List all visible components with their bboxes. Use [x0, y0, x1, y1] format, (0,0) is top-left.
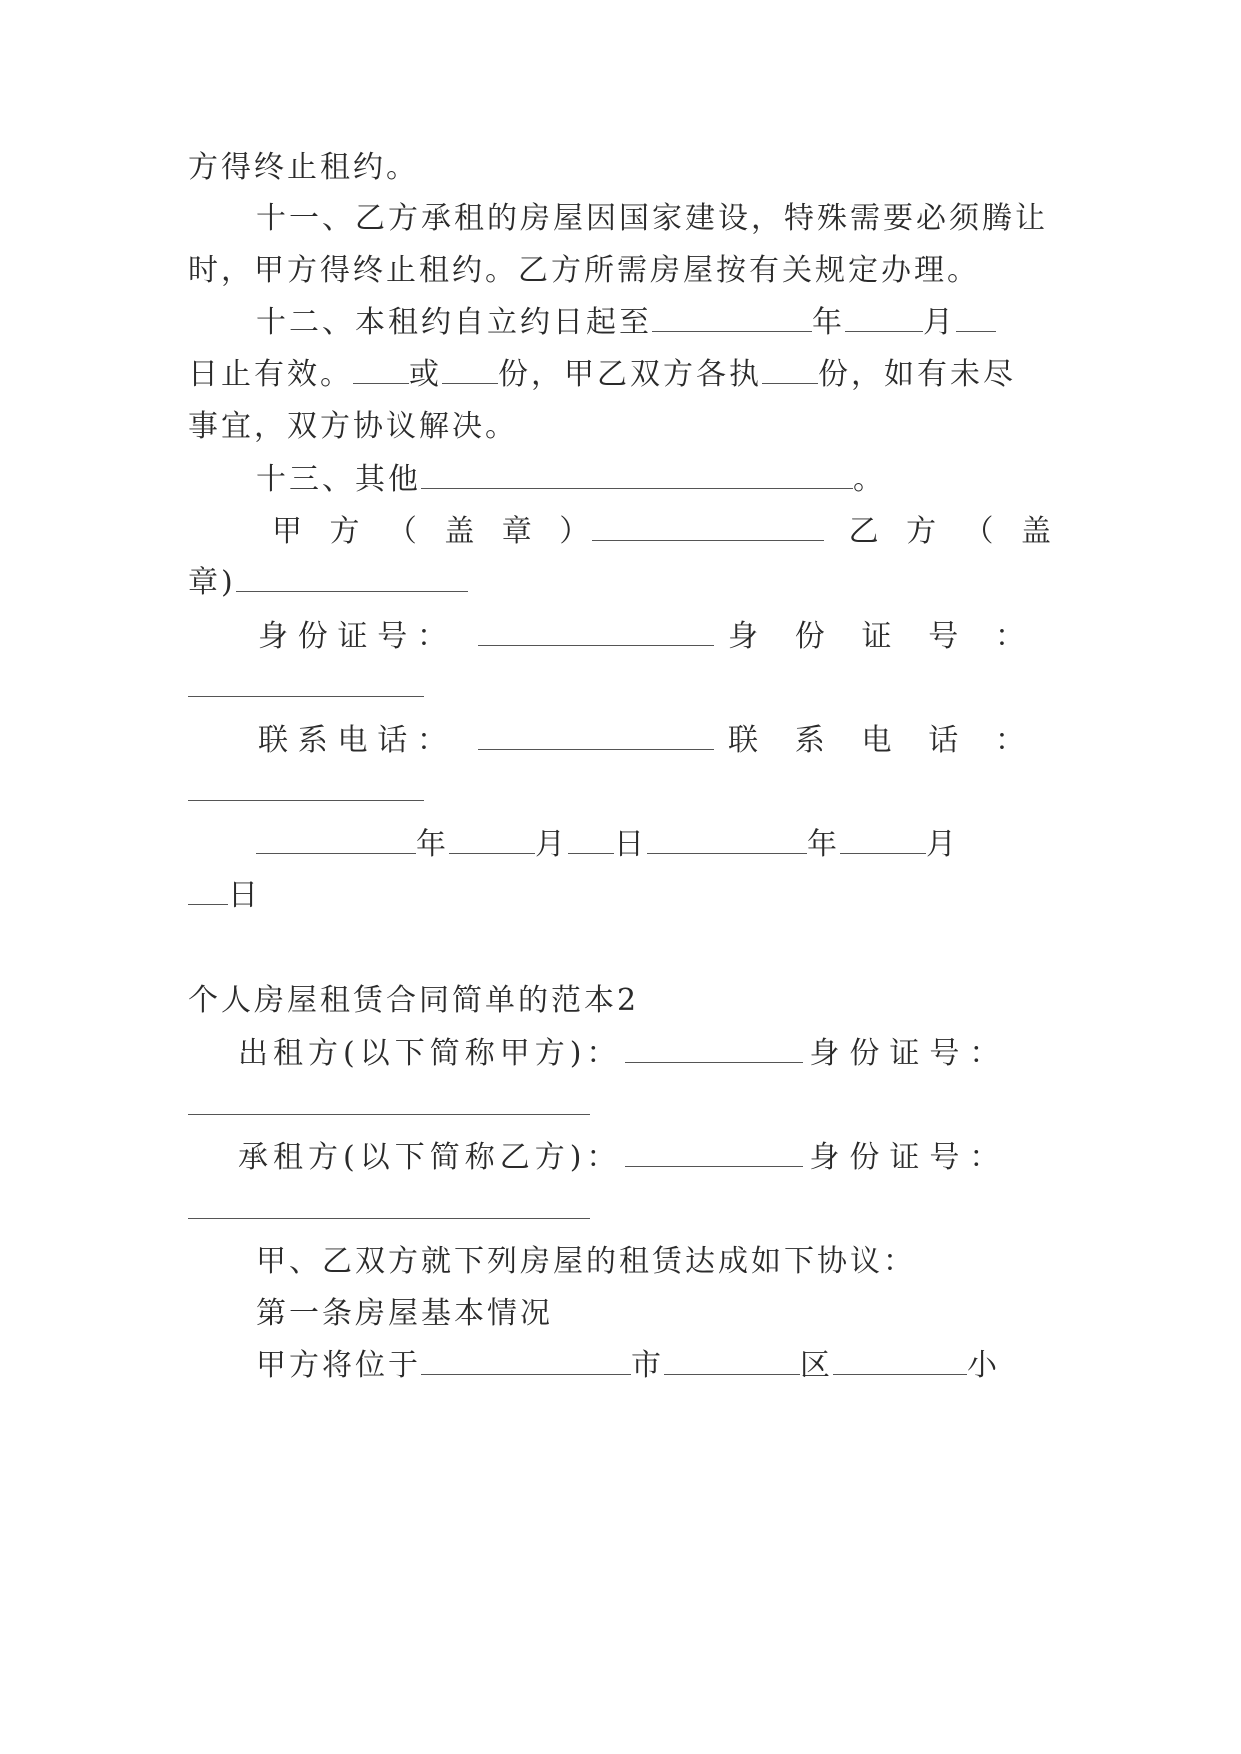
- phone-line: [258, 721, 1054, 761]
- blank-field[interactable]: [478, 619, 714, 646]
- text-char: 电: [861, 723, 895, 758]
- blank-field[interactable]: [442, 357, 498, 384]
- blank-field[interactable]: [568, 827, 614, 854]
- blank-field[interactable]: [449, 827, 535, 854]
- text-char: ）: [559, 514, 593, 549]
- clause-11-line-1: 十一、乙方承租的房屋因国家建设，特殊需要必须腾让: [256, 201, 1048, 236]
- blank-field[interactable]: [647, 827, 807, 854]
- text-char: 联: [258, 723, 291, 758]
- text-segment: 日止有效。: [188, 357, 353, 392]
- text-segment: 甲方将位于: [256, 1348, 421, 1383]
- lessee-line: [238, 1138, 1054, 1178]
- text-char: 证: [861, 619, 895, 654]
- text-segment: 年: [807, 827, 840, 862]
- blank-field[interactable]: [188, 878, 228, 905]
- clause-12-line-3: 事宜，双方协议解决。: [188, 409, 518, 444]
- text-segment: 十三、其他: [256, 462, 421, 497]
- clause-12-line-1: [256, 303, 1054, 343]
- section-heading: 个人房屋租赁合同简单的范本2: [188, 983, 640, 1018]
- signature-party-b-line: [188, 563, 1054, 603]
- agreement-intro: 甲、乙双方就下列房屋的租赁达成如下协议：: [256, 1244, 916, 1279]
- text-char: 身: [258, 619, 291, 654]
- lessor-id-continuation: [188, 1086, 1054, 1126]
- blank-field[interactable]: [188, 1088, 590, 1115]
- text-segment: 月: [926, 827, 959, 862]
- blank-field[interactable]: [833, 1348, 967, 1375]
- blank-field[interactable]: [478, 723, 714, 750]
- text-segment: 出租方(以下简称甲方)：: [238, 1036, 622, 1071]
- phone-continuation: [188, 772, 1054, 812]
- text-segment: 小: [967, 1348, 1000, 1383]
- blank-field[interactable]: [840, 827, 926, 854]
- lessor-line: [238, 1034, 1054, 1074]
- text-char: 身: [728, 619, 761, 654]
- text-segment: 年: [416, 827, 449, 862]
- blank-field[interactable]: [236, 565, 468, 592]
- id-number-continuation: [188, 668, 1054, 708]
- text-char: 方: [329, 514, 363, 549]
- text-char: ：: [417, 619, 450, 654]
- text-char: ：: [995, 723, 1028, 758]
- text-segment: 份，如有未尽: [818, 357, 1016, 392]
- article-1-title: 第一条房屋基本情况: [256, 1296, 553, 1331]
- text-char: （: [386, 514, 420, 549]
- blank-field[interactable]: [256, 827, 416, 854]
- text-char: 系: [794, 723, 828, 758]
- text-segment: 区: [800, 1348, 833, 1383]
- blank-field[interactable]: [762, 357, 818, 384]
- article-1-line-1: [256, 1346, 1054, 1386]
- blank-field[interactable]: [188, 774, 424, 801]
- clause-13-line: [256, 460, 1054, 500]
- text-segment: 身份证号：: [809, 1036, 1010, 1071]
- text-char: 甲: [272, 514, 305, 549]
- text-char: 证: [337, 619, 371, 654]
- clause-11-line-2: 时，甲方得终止租约。乙方所需房屋按有关规定办理。: [188, 253, 980, 288]
- text-char: 章: [501, 514, 535, 549]
- blank-field[interactable]: [664, 1348, 800, 1375]
- text-segment: 份，甲乙双方各执: [498, 357, 762, 392]
- text-segment: 承租方(以下简称乙方)：: [238, 1140, 622, 1175]
- text-char: 方: [906, 514, 940, 549]
- date-continuation: [188, 876, 1054, 916]
- blank-field[interactable]: [592, 514, 824, 541]
- blank-field[interactable]: [845, 305, 923, 332]
- text-char: 号: [377, 619, 411, 654]
- text-segment: 年: [812, 305, 845, 340]
- blank-field[interactable]: [421, 1348, 631, 1375]
- text-line: 方得终止租约。: [188, 150, 419, 185]
- text-char: 话: [377, 723, 411, 758]
- blank-field[interactable]: [956, 305, 996, 332]
- clause-12-line-2: [188, 355, 1054, 395]
- blank-field[interactable]: [421, 462, 853, 489]
- text-char: 乙: [848, 514, 882, 549]
- blank-field[interactable]: [188, 1192, 590, 1219]
- text-segment: 月: [923, 305, 956, 340]
- text-char: 号: [928, 619, 962, 654]
- text-char: 话: [928, 723, 962, 758]
- text-char: 盖: [444, 514, 478, 549]
- text-char: 盖: [1020, 514, 1054, 549]
- text-segment: 身份证号：: [809, 1140, 1010, 1175]
- text-segment: 。: [853, 462, 886, 497]
- text-segment: 日: [228, 878, 261, 913]
- text-char: （: [963, 514, 997, 549]
- blank-field[interactable]: [625, 1140, 803, 1167]
- text-segment: 章): [188, 565, 236, 600]
- text-segment: 市: [631, 1348, 664, 1383]
- text-char: 份: [794, 619, 828, 654]
- text-segment: 或: [409, 357, 442, 392]
- blank-field[interactable]: [188, 670, 424, 697]
- blank-field[interactable]: [652, 305, 812, 332]
- text-segment: 月: [535, 827, 568, 862]
- blank-field[interactable]: [625, 1036, 803, 1063]
- text-char: 电: [337, 723, 371, 758]
- text-char: 联: [728, 723, 761, 758]
- lessee-id-continuation: [188, 1190, 1054, 1230]
- date-line: [256, 825, 1054, 865]
- text-char: 份: [297, 619, 331, 654]
- id-number-line: [258, 617, 1054, 657]
- text-char: 系: [297, 723, 331, 758]
- blank-field[interactable]: [353, 357, 409, 384]
- text-segment: 日: [614, 827, 647, 862]
- text-char: ：: [995, 619, 1028, 654]
- text-segment: 十二、本租约自立约日起至: [256, 305, 652, 340]
- signature-party-a-line: [272, 512, 1054, 552]
- text-char: ：: [417, 723, 450, 758]
